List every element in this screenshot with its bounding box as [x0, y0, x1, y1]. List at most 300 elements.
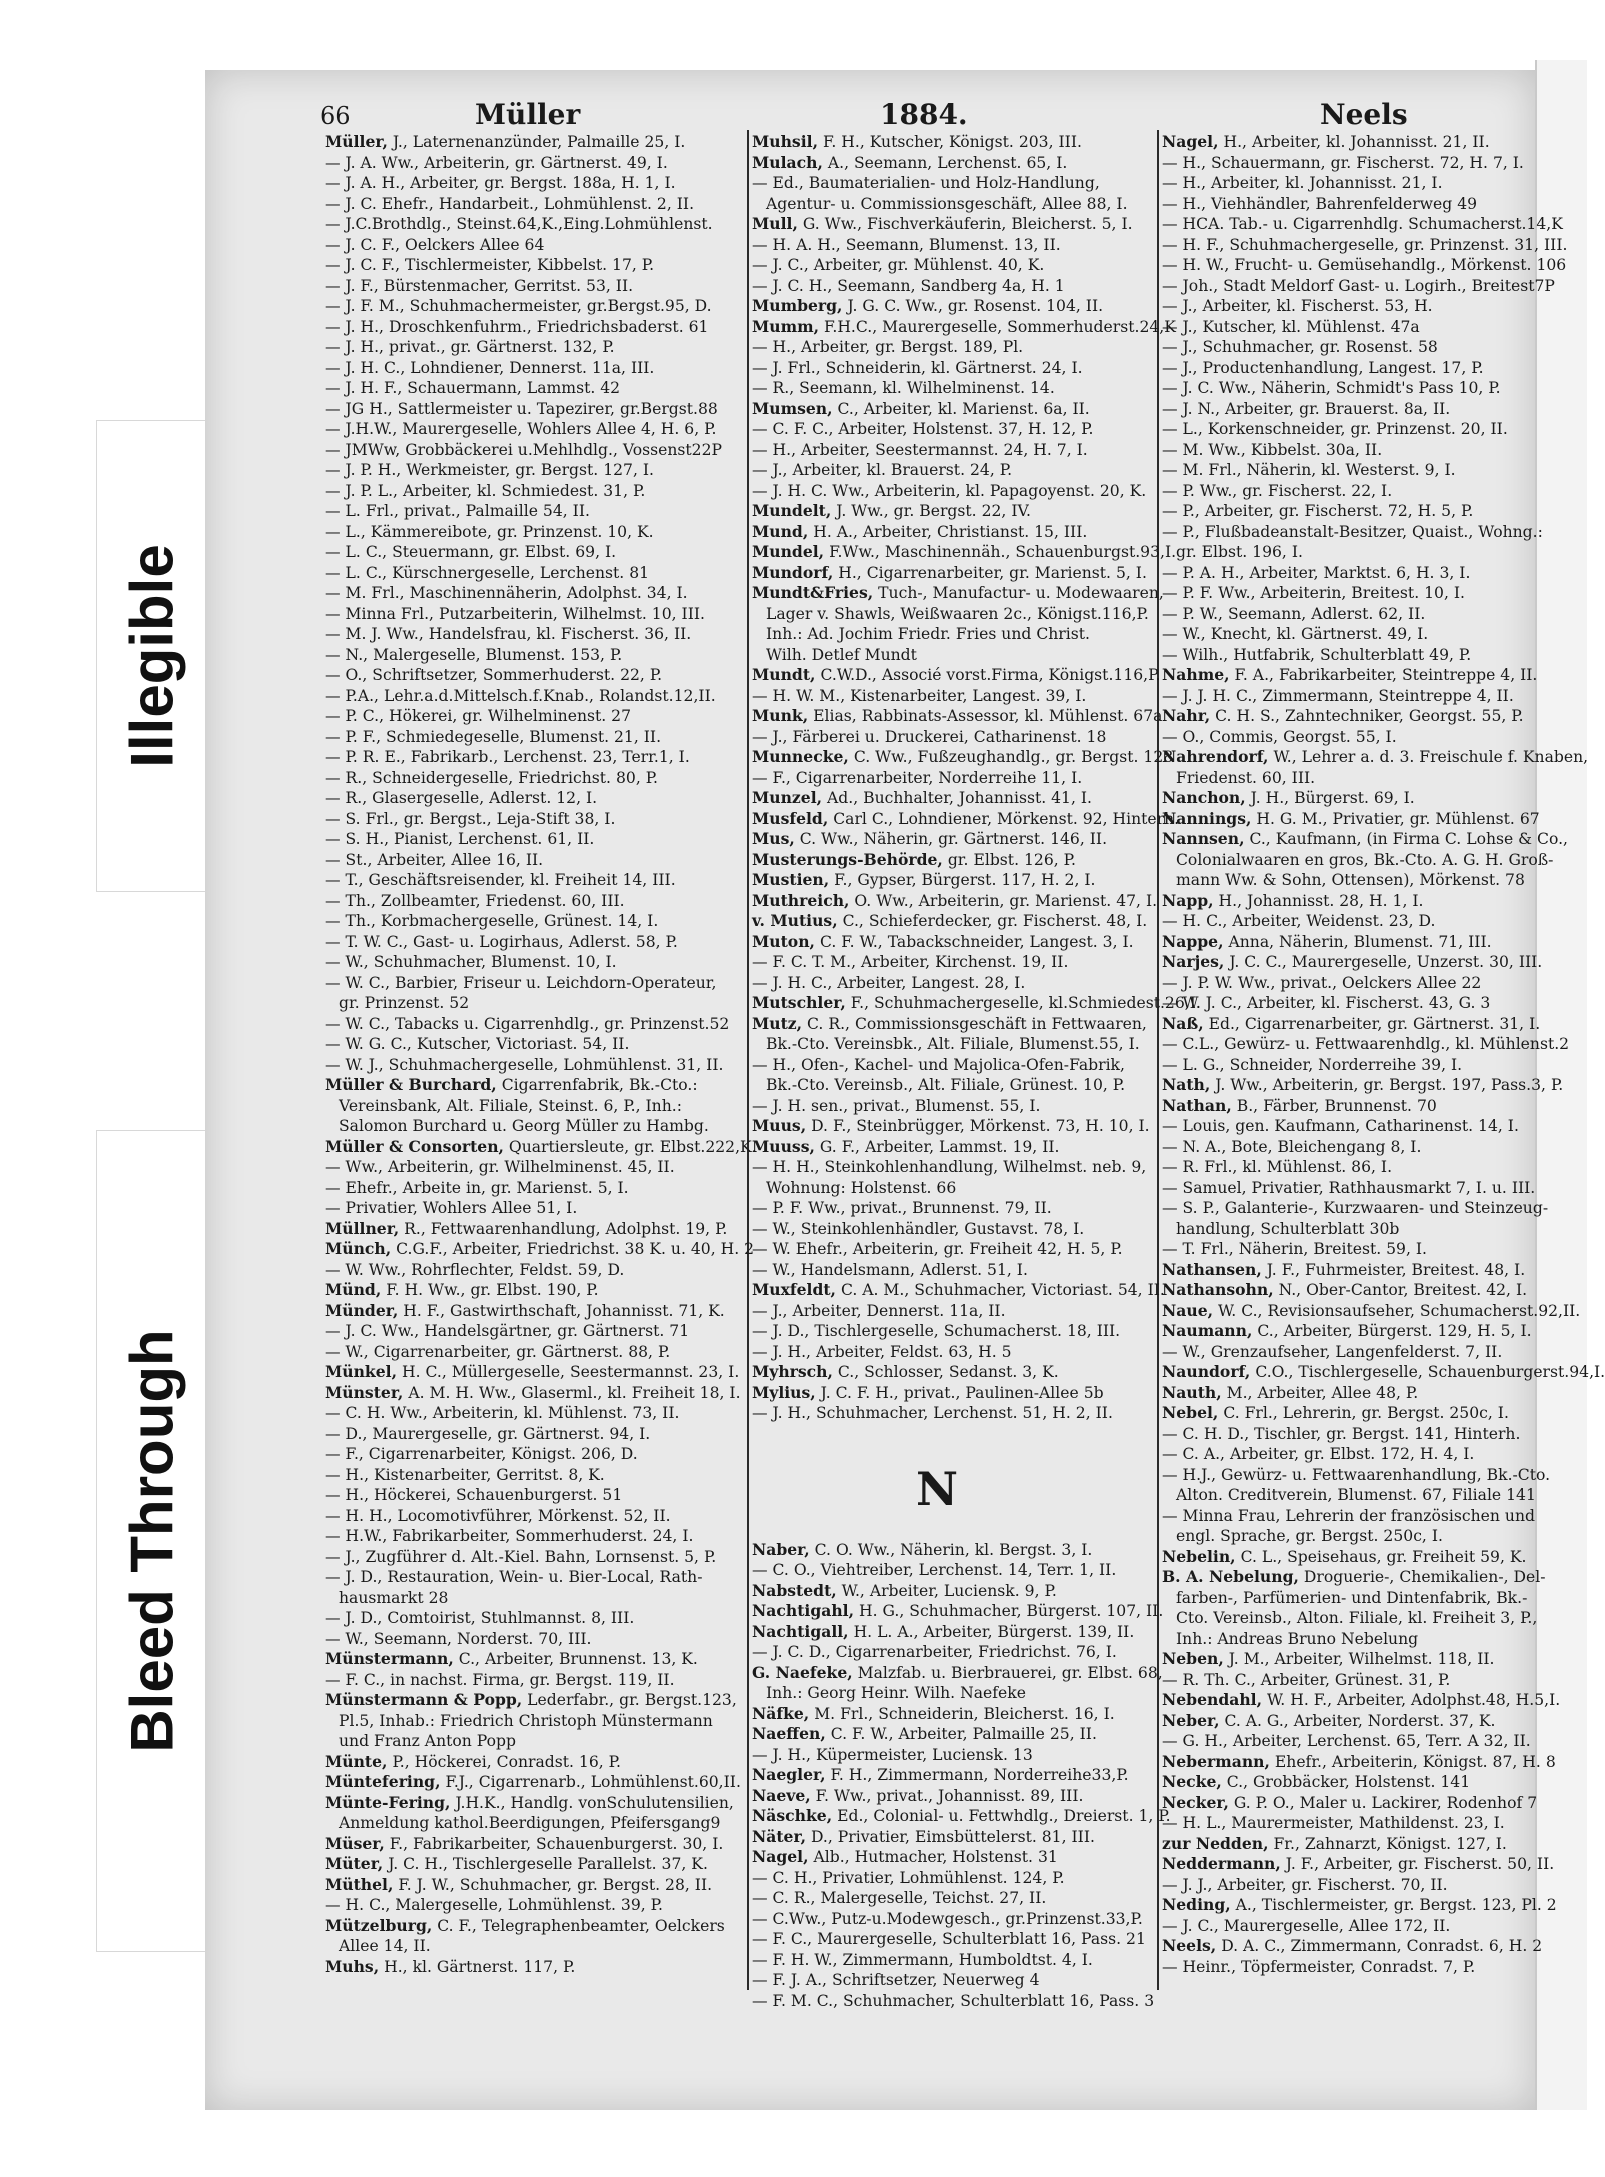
- directory-entry: [1162, 214, 1563, 235]
- entry-text: — Minna Frl., Putzarbeiterin, Wilhelmst. 10, III.: [325, 604, 705, 623]
- directory-entry: [325, 460, 695, 481]
- entry-text: — W. C., Tabacks u. Cigarrenhdlg., gr. Prinzenst.52: [325, 1014, 730, 1033]
- directory-entry: [752, 1786, 1122, 1807]
- directory-entry: [325, 317, 709, 338]
- directory-entry: [1162, 1198, 1549, 1219]
- entry-text: — Samuel, Privatier, Rathhausmarkt 7, I. u. III.: [1162, 1178, 1536, 1197]
- entry-name: Müller & Burchard,: [325, 1075, 497, 1094]
- directory-entry: [325, 296, 712, 317]
- entry-text: — J., Zugführer d. Alt.-Kiel. Bahn, Lornsenst. 5, P.: [325, 1547, 717, 1566]
- directory-entry: [1162, 132, 1532, 153]
- directory-entry: [325, 1444, 695, 1465]
- entry-text: — S. H., Pianist, Lerchenst. 61, II.: [325, 830, 595, 848]
- entry-text: — J. H., Schuhmacher, Lerchenst. 51, H. 2, II.: [752, 1404, 1113, 1422]
- entry-continuation: [752, 1075, 1126, 1096]
- entry-name: Muuss,: [752, 1136, 815, 1156]
- entry-text: Quartiersleute, gr. Elbst.222,K.: [503, 1137, 757, 1156]
- entry-name: Myhrsch,: [752, 1362, 833, 1381]
- entry-text: — P. C., Hökerei, gr. Wilhelminenst. 27: [325, 707, 632, 725]
- entry-name: Münder,: [325, 1300, 399, 1320]
- directory-entry: [752, 1540, 1122, 1561]
- entry-name: Muthreich,: [752, 890, 850, 910]
- directory-entry: [325, 1342, 695, 1363]
- entry-text: C. L., Speisehaus, gr. Freiheit 59, K.: [1235, 1547, 1527, 1566]
- directory-entry: [325, 624, 695, 645]
- entry-name: Mulach,: [752, 152, 823, 172]
- entry-text: — C. F. C., Arbeiter, Holstenst. 37, H. 12, P.: [752, 420, 1094, 438]
- entry-text: Inh.: Georg Heinr. Wilh. Naefeke: [766, 1684, 1026, 1702]
- directory-entry: [1162, 993, 1532, 1014]
- entry-text: — J. H., Droschkenfuhrm., Friedrichsbaderst. 61: [325, 317, 709, 336]
- directory-entry: [1162, 1670, 1532, 1691]
- directory-entry: [752, 1888, 1122, 1909]
- directory-entry: [1162, 1465, 1551, 1486]
- entry-text: — JG H., Sattlermeister u. Tapezirer, gr.Bergst.88: [325, 399, 718, 418]
- entry-text: A., Seemann, Lerchenst. 65, I.: [822, 153, 1068, 172]
- entry-text: H. A., Arbeiter, Christianst. 15, III.: [808, 522, 1088, 541]
- directory-entry: [325, 1157, 695, 1178]
- directory-entry: [325, 1874, 713, 1896]
- directory-entry: [325, 829, 695, 850]
- entry-text: — Wilh., Hutfabrik, Schulterblatt 49, P.: [1162, 645, 1472, 664]
- directory-entry: [752, 522, 1122, 543]
- directory-entry: [752, 235, 1122, 256]
- entry-text: — W., Schuhmacher, Blumenst. 10, I.: [325, 953, 617, 971]
- directory-entry: [752, 440, 1122, 461]
- entry-name: Münd,: [325, 1280, 382, 1299]
- entry-text: F., Fabrikarbeiter, Schauenburgerst. 30, I.: [384, 1834, 724, 1853]
- directory-entry: [1162, 624, 1532, 645]
- entry-text: — G. H., Arbeiter, Lerchenst. 65, Terr. A 32, II.: [1162, 1732, 1531, 1750]
- directory-entry: [752, 337, 1122, 358]
- directory-entry: [752, 1239, 1122, 1260]
- directory-entry: [325, 973, 717, 994]
- directory-entry: [1162, 1936, 1543, 1957]
- directory-entry: [1162, 1567, 1546, 1588]
- directory-entry: [752, 727, 1122, 748]
- entry-text: Ed., Cigarrenarbeiter, gr. Gärtnerst. 31, I.: [1203, 1014, 1541, 1033]
- entry-text: F. J. W., Schuhmacher, gr. Bergst. 28, II.: [393, 1875, 713, 1894]
- directory-entry: [752, 1198, 1122, 1219]
- entry-text: M., Arbeiter, Allee 48, P.: [1221, 1383, 1419, 1402]
- directory-entry: [1162, 1116, 1532, 1137]
- entry-text: — P., Arbeiter, gr. Fischerst. 72, H. 5, P.: [1162, 502, 1474, 520]
- directory-entry: [1162, 706, 1532, 727]
- entry-text: A. M. H. Ww., Glaserml., kl. Freiheit 18, I.: [403, 1383, 741, 1402]
- entry-text: — L. G., Schneider, Norderreihe 39, I.: [1162, 1055, 1463, 1074]
- entry-text: mann Ww. & Sohn, Ottensen), Mörkenst. 78: [1176, 871, 1525, 889]
- entry-name: Nahme,: [1162, 665, 1230, 684]
- directory-entry: [752, 1704, 1122, 1725]
- entry-text: O. Ww., Arbeiterin, gr. Marienst. 47, I.: [849, 891, 1158, 910]
- entry-continuation: [1162, 1608, 1538, 1629]
- entry-text: G. Ww., Fischverkäuferin, Bleicherst. 5, I.: [797, 215, 1133, 233]
- directory-entry: [752, 1137, 1122, 1158]
- directory-entry: [1162, 337, 1532, 358]
- directory-entry: [752, 562, 1147, 584]
- entry-continuation: [1162, 768, 1532, 789]
- entry-text: — R., Schneidergeselle, Friedrichst. 80, P.: [325, 768, 659, 787]
- directory-entry: [1162, 1506, 1535, 1527]
- entry-text: — J. C. Ehefr., Handarbeit., Lohmühlenst. 2, II.: [325, 194, 695, 213]
- entry-text: — W., Grenzaufseher, Langenfelderst. 7, II.: [1162, 1342, 1503, 1361]
- directory-entry: [325, 1136, 757, 1158]
- directory-entry: [325, 1382, 741, 1404]
- entry-text: J. C. F. H., privat., Paulinen-Allee 5b: [815, 1383, 1104, 1402]
- directory-entry: [325, 952, 695, 973]
- entry-name: Nabstedt,: [752, 1580, 837, 1600]
- entry-text: C. A. M., Schuhmacher, Victoriast. 54, II.: [835, 1281, 1165, 1299]
- entry-text: F. H. Ww., gr. Elbst. 190, P.: [381, 1281, 599, 1299]
- directory-entry: [1162, 604, 1532, 625]
- entry-name: Naegler,: [752, 1765, 826, 1784]
- entry-name: Munnecke,: [752, 747, 849, 766]
- entry-text: Lager v. Shawls, Weißwaaren 2c., Königst.116,P.: [766, 604, 1149, 623]
- directory-entry: [752, 1745, 1122, 1766]
- entry-text: — F. J. A., Schriftsetzer, Neuerweg 4: [752, 1971, 1040, 1989]
- entry-text: — M. Frl., Näherin, kl. Westerst. 9, I.: [1162, 461, 1456, 479]
- directory-entry: [1162, 747, 1589, 768]
- directory-entry: [752, 316, 1176, 338]
- directory-entry: [752, 1321, 1122, 1342]
- entry-text: — R. Frl., kl. Mühlenst. 86, I.: [1162, 1158, 1393, 1176]
- entry-text: C. F. W., Arbeiter, Palmaille 25, II.: [825, 1725, 1097, 1743]
- entry-name: Müthel,: [325, 1874, 394, 1894]
- directory-entry: [325, 870, 695, 891]
- entry-text: — J. H. C., Arbeiter, Langest. 28, I.: [752, 973, 1026, 992]
- directory-entry: [325, 1772, 741, 1793]
- column-rule: [1157, 130, 1159, 1990]
- entry-text: — J. C. H., Seemann, Sandberg 4a, H. 1: [752, 276, 1065, 295]
- entry-text: — F. M. C., Schuhmacher, Schulterblatt 16, Pass. 3: [752, 1991, 1155, 2010]
- entry-text: H. F., Gastwirthschaft, Johannisst. 71, K.: [398, 1301, 725, 1320]
- entry-name: Nebel,: [1162, 1403, 1219, 1422]
- directory-entry: [1162, 1731, 1532, 1752]
- entry-text: — N., Malergeselle, Blumenst. 153, P.: [325, 645, 623, 664]
- directory-entry: [1162, 808, 1540, 830]
- directory-entry: [325, 1649, 698, 1670]
- entry-text: — J. P. L., Arbeiter, kl. Schmiedest. 31, P.: [325, 481, 646, 500]
- directory-entry: [1162, 1362, 1605, 1383]
- entry-text: R., Fettwaarenhandlung, Adolphst. 19, P.: [399, 1219, 728, 1238]
- entry-text: — H. C., Arbeiter, Weidenst. 23, D.: [1162, 912, 1436, 930]
- entry-name: G. Naefeke,: [752, 1662, 853, 1682]
- directory-entry: [752, 276, 1122, 297]
- entry-name: Nanchon,: [1162, 788, 1246, 807]
- entry-text: H., Arbeiter, kl. Johannisst. 21, II.: [1218, 133, 1490, 151]
- entry-name: Münster,: [325, 1382, 404, 1402]
- entry-text: — J. F. M., Schuhmachermeister, gr.Bergst.95, D.: [325, 297, 712, 315]
- entry-name: Nachtigahl,: [752, 1601, 855, 1620]
- directory-entry: [752, 1601, 1164, 1622]
- entry-text: — R., Seemann, kl. Wilhelminenst. 14.: [752, 379, 1055, 397]
- entry-text: — J., Arbeiter, Dennerst. 11a, II.: [752, 1301, 1006, 1320]
- entry-text: B., Färber, Brunnenst. 70: [1231, 1096, 1437, 1115]
- directory-entry: [1162, 1034, 1570, 1055]
- directory-entry: [752, 1970, 1122, 1991]
- entry-text: — J., Arbeiter, kl. Brauerst. 24, P.: [752, 461, 1013, 479]
- directory-entry: [325, 1526, 695, 1547]
- entry-text: H., Cigarrenarbeiter, gr. Marienst. 5, I.: [833, 563, 1147, 582]
- entry-text: — H. A. H., Seemann, Blumenst. 13, II.: [752, 235, 1061, 254]
- entry-name: Nannings,: [1162, 808, 1252, 828]
- directory-entry: [1162, 1137, 1532, 1158]
- entry-text: J. Ww., gr. Bergst. 22, IV.: [831, 502, 1031, 520]
- entry-name: Naumann,: [1162, 1321, 1253, 1340]
- entry-name: Naundorf,: [1162, 1362, 1251, 1381]
- entry-name: B. A. Nebelung,: [1162, 1567, 1299, 1586]
- entry-text: Ad., Buchhalter, Johannisst. 41, I.: [822, 789, 1093, 807]
- entry-text: C.G.F., Arbeiter, Friedrichst. 38 K. u. 40, H. 2: [391, 1240, 755, 1258]
- directory-entry: [325, 358, 695, 379]
- directory-entry: [752, 1847, 1122, 1868]
- directory-entry: [752, 686, 1122, 707]
- entry-text: — J. J., Arbeiter, gr. Fischerst. 70, II.: [1162, 1875, 1448, 1894]
- directory-entry: [325, 747, 695, 768]
- entry-text: — W., Steinkohlenhändler, Gustavst. 78, I.: [752, 1219, 1085, 1238]
- entry-continuation: [1162, 870, 1532, 891]
- entry-text: — J. F., Bürstenmacher, Gerritst. 53, II.: [325, 276, 634, 295]
- directory-entry: [325, 481, 695, 502]
- directory-entry: [752, 1950, 1122, 1971]
- entry-name: Mützelburg,: [325, 1915, 433, 1935]
- directory-entry: [1162, 1321, 1532, 1342]
- entry-text: Alton. Creditverein, Blumenst. 67, Filiale 141: [1176, 1486, 1536, 1504]
- directory-entry: [325, 706, 695, 727]
- entry-name: Necke,: [1162, 1772, 1222, 1791]
- entry-text: — S. P., Galanterie-, Kurzwaaren- und Steinzeug-: [1162, 1199, 1549, 1217]
- directory-entry: [325, 1055, 724, 1076]
- entry-text: — J. A. Ww., Arbeiterin, gr. Gärtnerst. 49, I.: [325, 153, 668, 172]
- entry-text: F. A., Fabrikarbeiter, Steintreppe 4, II.: [1229, 666, 1538, 684]
- directory-entry: [325, 1752, 695, 1773]
- directory-entry: [1162, 317, 1532, 338]
- entry-text: — L. C., Kürschnergeselle, Lerchenst. 81: [325, 563, 650, 582]
- directory-entry: [1162, 563, 1532, 584]
- directory-entry: [325, 1465, 695, 1486]
- entry-text: — J. H. C., Lohndiener, Dennerst. 11a, III.: [325, 358, 655, 377]
- directory-entry: [752, 1621, 1135, 1643]
- directory-entry: [325, 563, 695, 584]
- entry-text: — J.H.W., Maurergeselle, Wohlers Allee 4, H. 6, P.: [325, 420, 717, 438]
- entry-name: Mundt&Fries,: [752, 583, 874, 602]
- directory-entry: [325, 378, 695, 399]
- directory-entry: [752, 747, 1174, 768]
- directory-entry: [1162, 1916, 1532, 1937]
- directory-entry: [1162, 1096, 1532, 1117]
- entry-name: Münstermann,: [325, 1649, 454, 1668]
- directory-entry: [1162, 829, 1568, 850]
- directory-entry: [1162, 1649, 1532, 1670]
- entry-text: — H. H., Locomotivführer, Mörkenst. 52, II.: [325, 1506, 671, 1525]
- entry-text: D. F., Steinbrügger, Mörkenst. 73, H. 10, I.: [806, 1117, 1150, 1135]
- entry-text: — J. C. Ww., Näherin, Schmidt's Pass 10, P.: [1162, 379, 1501, 397]
- entry-name: Napp,: [1162, 890, 1214, 910]
- entry-text: — J. D., Comtoirist, Stuhlmannst. 8, III.: [325, 1609, 635, 1627]
- directory-entry: [325, 153, 695, 174]
- entry-text: — J. C., Maurergeselle, Allee 172, II.: [1162, 1916, 1451, 1935]
- entry-text: F.Ww., Maschinennäh., Schauenburgst.93,I.: [824, 543, 1177, 561]
- directory-entry: [1162, 932, 1532, 953]
- directory-entry: [325, 194, 695, 215]
- entry-text: W., Arbeiter, Luciensk. 9, P.: [836, 1581, 1057, 1600]
- directory-entry: [752, 1806, 1171, 1827]
- entry-text: — H.W., Fabrikarbeiter, Sommerhuderst. 24, I.: [325, 1527, 694, 1545]
- directory-entry: [325, 1198, 695, 1219]
- directory-entry: [752, 378, 1122, 399]
- entry-text: — Louis, gen. Kaufmann, Catharinenst. 14, I.: [1162, 1117, 1519, 1135]
- directory-entry: [752, 808, 1180, 830]
- entry-text: — W. Ww., Rohrflechter, Feldst. 59, D.: [325, 1260, 625, 1279]
- directory-entry: [752, 173, 1122, 194]
- entry-text: — Ww., Arbeiterin, gr. Wilhelminenst. 45, II.: [325, 1158, 675, 1176]
- entry-continuation: [752, 1034, 1140, 1055]
- entry-text: — C. A., Arbeiter, gr. Elbst. 172, H. 4, I.: [1162, 1445, 1475, 1463]
- directory-entry: [1162, 460, 1532, 481]
- entry-text: — W. Ehefr., Arbeiterin, gr. Freiheit 42, H. 5, P.: [752, 1240, 1123, 1258]
- entry-text: G. P. O., Maler u. Lackirer, Rodenhof 7: [1228, 1793, 1538, 1812]
- entry-name: Nagel,: [1162, 132, 1219, 151]
- entry-text: — H. C., Malergeselle, Lohmühlenst. 39, P.: [325, 1896, 663, 1914]
- entry-text: — W., Handelsmann, Adlerst. 51, I.: [752, 1260, 1028, 1279]
- entry-text: Wohnung: Holstenst. 66: [766, 1178, 957, 1197]
- directory-entry: [752, 542, 1177, 563]
- entry-name: Nathan,: [1162, 1095, 1232, 1115]
- entry-text: — F. C., Maurergeselle, Schulterblatt 16, Pass. 21: [752, 1930, 1146, 1948]
- entry-text: — H. W. M., Kistenarbeiter, Langest. 39, I.: [752, 686, 1087, 705]
- entry-continuation: [1162, 542, 1532, 563]
- entry-text: H. C., Müllergeselle, Seestermannst. 23, I.: [397, 1363, 740, 1381]
- entry-name: Neben,: [1162, 1649, 1224, 1668]
- directory-entry: [325, 440, 722, 461]
- entry-name: Nathansohn,: [1162, 1280, 1274, 1299]
- entry-name: Nebermann,: [1162, 1751, 1270, 1771]
- entry-name: Mumsen,: [752, 398, 833, 418]
- entry-text: — J. J. H. C., Zimmermann, Steintreppe 4, II.: [1162, 686, 1514, 705]
- entry-text: J. C. H., Tischlergeselle Parallelst. 37, K.: [383, 1855, 708, 1873]
- entry-text: gr. Elbst. 196, I.: [1176, 543, 1303, 561]
- entry-text: — J., Kutscher, kl. Mühlenst. 47a: [1162, 317, 1420, 336]
- directory-entry: [1162, 891, 1532, 912]
- directory-entry: [1162, 1547, 1532, 1568]
- entry-name: zur Nedden,: [1162, 1833, 1269, 1853]
- directory-entry: [752, 706, 1163, 727]
- directory-entry: [325, 337, 695, 358]
- entry-text: — J. H. sen., privat., Blumenst. 55, I.: [752, 1096, 1041, 1115]
- entry-text: W. C., Revisionsaufseher, Schumacherst.92,II.: [1213, 1301, 1581, 1320]
- directory-entry: [1162, 788, 1532, 809]
- entry-text: — J.C.Brothdlg., Steinst.64,K.,Eing.Lohmühlenst.: [325, 215, 713, 233]
- entry-text: — J. N., Arbeiter, gr. Brauerst. 8a, II.: [1162, 399, 1451, 418]
- entry-text: — P. A. H., Arbeiter, Marktst. 6, H. 3, I.: [1162, 563, 1471, 582]
- entry-text: — M. Ww., Kibbelst. 30a, II.: [1162, 440, 1383, 459]
- directory-entry: [1162, 1813, 1532, 1834]
- entry-text: H. G. M., Privatier, gr. Mühlenst. 67: [1251, 809, 1540, 828]
- entry-name: v. Mutius,: [752, 911, 838, 930]
- directory-entry: [752, 1383, 1122, 1404]
- entry-text: — J. C. F., Tischlermeister, Kibbelst. 17, P.: [325, 256, 655, 274]
- entry-name: Nebelin,: [1162, 1546, 1236, 1566]
- entry-continuation: [1162, 1629, 1532, 1650]
- directory-entry: [1162, 378, 1532, 399]
- entry-name: Nauth,: [1162, 1382, 1222, 1402]
- entry-text: — W. C., Barbier, Friseur u. Leichdorn-Operateur,: [325, 973, 717, 992]
- entry-text: — J. Frl., Schneiderin, kl. Gärtnerst. 24, I.: [752, 358, 1083, 377]
- entry-text: C. H. S., Zahntechniker, Georgst. 55, P.: [1210, 707, 1524, 725]
- entry-text: farben-, Parfümerien- und Dintenfabrik, Bk.-: [1176, 1588, 1528, 1607]
- entry-name: Naue,: [1162, 1300, 1214, 1320]
- entry-text: J. H., Bürgerst. 69, I.: [1245, 789, 1415, 807]
- directory-entry: [1162, 481, 1532, 502]
- entry-text: — C.Ww., Putz-u.Modewgesch., gr.Prinzenst.33,P.: [752, 1909, 1143, 1928]
- directory-entry: [1162, 1383, 1532, 1404]
- directory-entry: [752, 1362, 1122, 1383]
- entry-text: C., Arbeiter, Bürgerst. 129, H. 5, I.: [1252, 1322, 1532, 1340]
- directory-entry: [1162, 952, 1543, 973]
- entry-name: Näschke,: [752, 1806, 833, 1825]
- entry-name: Müter,: [325, 1854, 384, 1873]
- entry-text: Ed., Colonial- u. Fettwhdlg., Dreierst. 1, P.: [832, 1807, 1171, 1825]
- entry-text: — P. W., Seemann, Adlerst. 62, II.: [1162, 604, 1426, 623]
- entry-text: W., Lehrer a. d. 3. Freischule f. Knaben,: [1268, 748, 1589, 766]
- entry-name: Mundorf,: [752, 562, 834, 582]
- entry-name: Münkel,: [325, 1362, 398, 1381]
- directory-entry: [1162, 1300, 1581, 1322]
- directory-entry: [752, 1013, 1147, 1035]
- entry-name: Nahrendorf,: [1162, 747, 1269, 766]
- entry-continuation: [1162, 850, 1554, 871]
- entry-name: Münte-Fering,: [325, 1792, 451, 1812]
- entry-text: — W. J., Schuhmachergeselle, Lohmühlenst. 31, II.: [325, 1055, 724, 1074]
- entry-name: Näter,: [752, 1826, 806, 1846]
- directory-entry: [752, 1055, 1125, 1076]
- entry-name: Musfeld,: [752, 808, 829, 828]
- directory-entry: [1162, 1075, 1564, 1096]
- directory-entry: [1162, 419, 1532, 440]
- directory-entry: [752, 788, 1122, 809]
- directory-entry: [1162, 1260, 1532, 1281]
- entry-continuation: [325, 1813, 721, 1834]
- directory-entry: [1162, 358, 1532, 379]
- header-left-keyword: Müller: [475, 98, 581, 131]
- entry-text: F. Ww., privat., Johannisst. 89, III.: [810, 1786, 1084, 1805]
- entry-text: J. M., Arbeiter, Wilhelmst. 118, II.: [1223, 1650, 1495, 1668]
- entry-text: A., Tischlermeister, gr. Bergst. 123, Pl. 2: [1230, 1896, 1557, 1914]
- directory-entry: [1162, 1342, 1532, 1363]
- entry-text: hausmarkt 28: [339, 1588, 449, 1607]
- entry-text: — JMWw, Grobbäckerei u.Mehlhdlg., Vossenst22P: [325, 440, 722, 459]
- entry-name: Münch,: [325, 1239, 392, 1258]
- entry-text: und Franz Anton Popp: [339, 1732, 516, 1750]
- entry-text: — J. P. W. Ww., privat., Oelckers Allee 22: [1162, 973, 1482, 992]
- entry-text: Wilh. Detlef Mundt: [766, 645, 917, 664]
- directory-entry: [1162, 1751, 1556, 1773]
- entry-name: Müller,: [325, 132, 388, 151]
- entry-text: Ehefr., Arbeiterin, Königst. 87, H. 8: [1269, 1752, 1556, 1771]
- entry-continuation: [325, 1731, 695, 1752]
- directory-entry: [752, 460, 1122, 481]
- directory-entry: [1162, 1854, 1555, 1875]
- directory-entry: [325, 665, 695, 686]
- entry-text: C.O., Tischlergeselle, Schauenburgerst.94,I.: [1250, 1363, 1605, 1381]
- entry-name: Nathansen,: [1162, 1259, 1262, 1279]
- entry-continuation: [325, 1116, 709, 1137]
- directory-entry: [325, 1629, 695, 1650]
- directory-entry: [752, 1280, 1165, 1301]
- directory-entry: [752, 501, 1122, 522]
- entry-text: J. Ww., Arbeiterin, gr. Bergst. 197, Pass.3, P.: [1210, 1076, 1564, 1094]
- directory-entry: [325, 419, 717, 440]
